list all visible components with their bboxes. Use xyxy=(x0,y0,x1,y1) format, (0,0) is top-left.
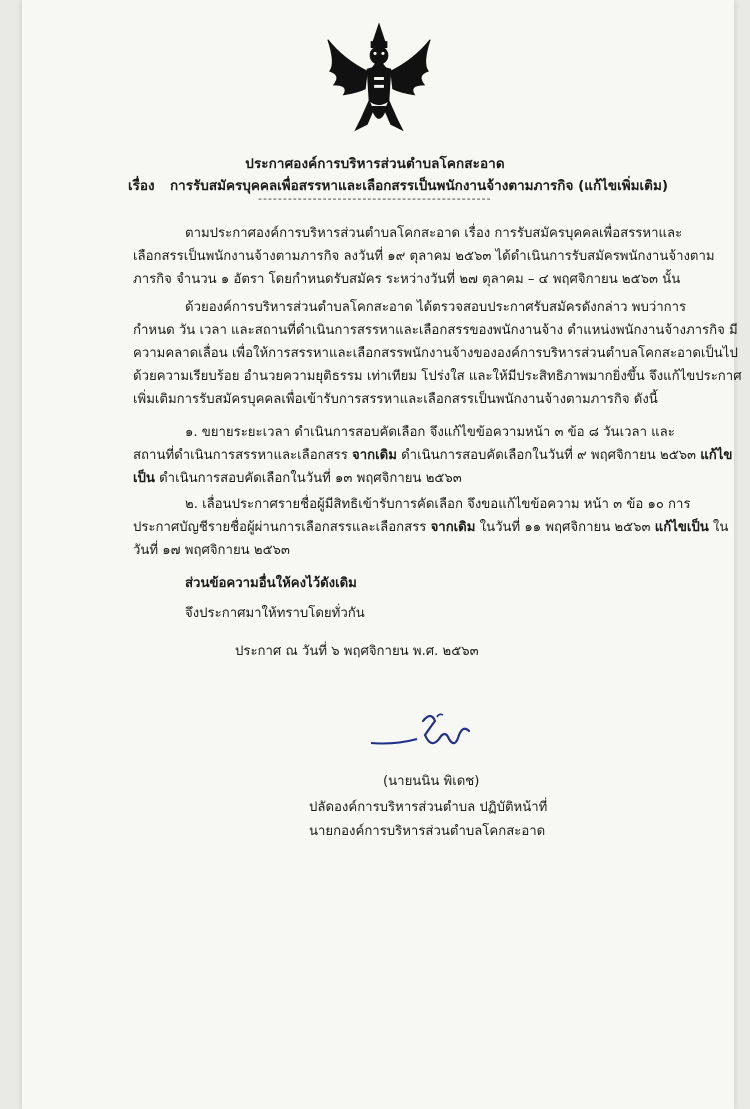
item1-line2: สถานที่ดำเนินการสรรหาและเลือกสรร จากเดิม ดำเนินการสอบคัดเลือกในวันที่ ๙ พฤศจิกายน ๒๕๖๓ แก้ไข xyxy=(133,448,733,463)
para2-line4: ด้วยความเรียบร้อย อำนวยความยุติธรรม เท่าเทียม โปร่งใส และให้มีประสิทธิภาพมากยิ่งขึ้น จึงแก้ไขประกาศ xyxy=(133,369,742,384)
signatory-position-1: ปลัดองค์การบริหารส่วนตำบล ปฏิบัติหน้าที่ xyxy=(309,800,548,815)
garuda-emblem-icon xyxy=(320,20,438,138)
para1-line1: ตามประกาศองค์การบริหารส่วนตำบลโคกสะอาด เรื่อง การรับสมัครบุคคลเพื่อสรรหาและ xyxy=(185,226,683,241)
subject-label: เรื่อง xyxy=(128,178,155,194)
item1-line1: ๑. ขยายระยะเวลา ดำเนินการสอบคัดเลือก จึงแก้ไขข้อความหน้า ๓ ข้อ ๘ วันเวลา และ xyxy=(185,425,675,440)
date-line: ประกาศ ณ วันที่ ๖ พฤศจิกายน พ.ศ. ๒๕๖๓ xyxy=(235,644,479,659)
para2-line5: เพิ่มเติมการรับสมัครบุคคลเพื่อเข้ารับการสรรหาและเลือกสรรเป็นพนักงานจ้างตามภารกิจ ดังนี้ xyxy=(133,392,658,407)
para2-line1: ด้วยองค์การบริหารส่วนตำบลโคกสะอาด ได้ตรวจสอบประกาศรับสมัครดังกล่าว พบว่าการ xyxy=(185,300,687,315)
announcement-title: ประกาศองค์การบริหารส่วนตำบลโคกสะอาด xyxy=(245,156,505,172)
item2-line1: ๒. เลื่อนประกาศรายชื่อผู้มีสิทธิเข้ารับการคัดเลือก จึงขอแก้ไขข้อความ หน้า ๓ ข้อ ๑๐ การ xyxy=(185,497,691,512)
item1-line3: เป็น ดำเนินการสอบคัดเลือกในวันที่ ๑๓ พฤศจิกายน ๒๕๖๓ xyxy=(133,471,462,486)
amend-label: แก้ไขเป็น xyxy=(654,520,709,535)
para1-line3: ภารกิจ จำนวน ๑ อัตรา โดยกำหนดรับสมัคร ระหว่างวันที่ ๒๗ ตุลาคม – ๔ พฤศจิกายน ๒๕๖๓ นั้น xyxy=(133,272,681,287)
divider: ----------------------------------------------- xyxy=(258,192,492,205)
from-label: จากเดิม xyxy=(352,448,397,463)
signatory-position-2: นายกองค์การบริหารส่วนตำบลโคกสะอาด xyxy=(309,824,546,839)
para1-line2: เลือกสรรเป็นพนักงานจ้างตามภารกิจ ลงวันที่ ๑๙ ตุลาคม ๒๕๖๓ ได้ดำเนินการรับสมัครพนักงานจ้างตาม xyxy=(133,249,715,264)
from-label: จากเดิม xyxy=(430,520,476,535)
remaining-clause: ส่วนข้อความอื่นให้คงไว้ดังเดิม xyxy=(185,576,357,591)
item2-line3: วันที่ ๑๗ พฤศจิกายน ๒๕๖๓ xyxy=(133,543,290,558)
notice-line: จึงประกาศมาให้ทราบโดยทั่วกัน xyxy=(185,606,365,621)
para2-line2: กำหนด วัน เวลา และสถานที่ดำเนินการสรรหาและเลือกสรรของพนักงานจ้าง ตำแหน่งพนักงานจ้างภารกิจ มี xyxy=(133,323,738,338)
item2-line2: ประกาศบัญชีรายชื่อผู้ผ่านการเลือกสรรและเลือกสรร จากเดิม ในวันที่ ๑๑ พฤศจิกายน ๒๕๖๓ แก้ไขเป็น ใน xyxy=(133,520,729,535)
subject-text: การรับสมัครบุคคลเพื่อสรรหาและเลือกสรรเป็นพนักงานจ้างตามภารกิจ (แก้ไขเพิ่มเติม) xyxy=(170,178,669,194)
amend-label: แก้ไข xyxy=(700,448,733,463)
signatory-name: (นายนนิน พิเดช) xyxy=(383,774,480,789)
handwritten-signature xyxy=(365,705,485,765)
para2-line3: ความคลาดเลื่อน เพื่อให้การสรรหาและเลือกสรรพนักงานจ้างขององค์การบริหารส่วนตำบลโคกสะอาดเป็นไป xyxy=(133,346,738,361)
